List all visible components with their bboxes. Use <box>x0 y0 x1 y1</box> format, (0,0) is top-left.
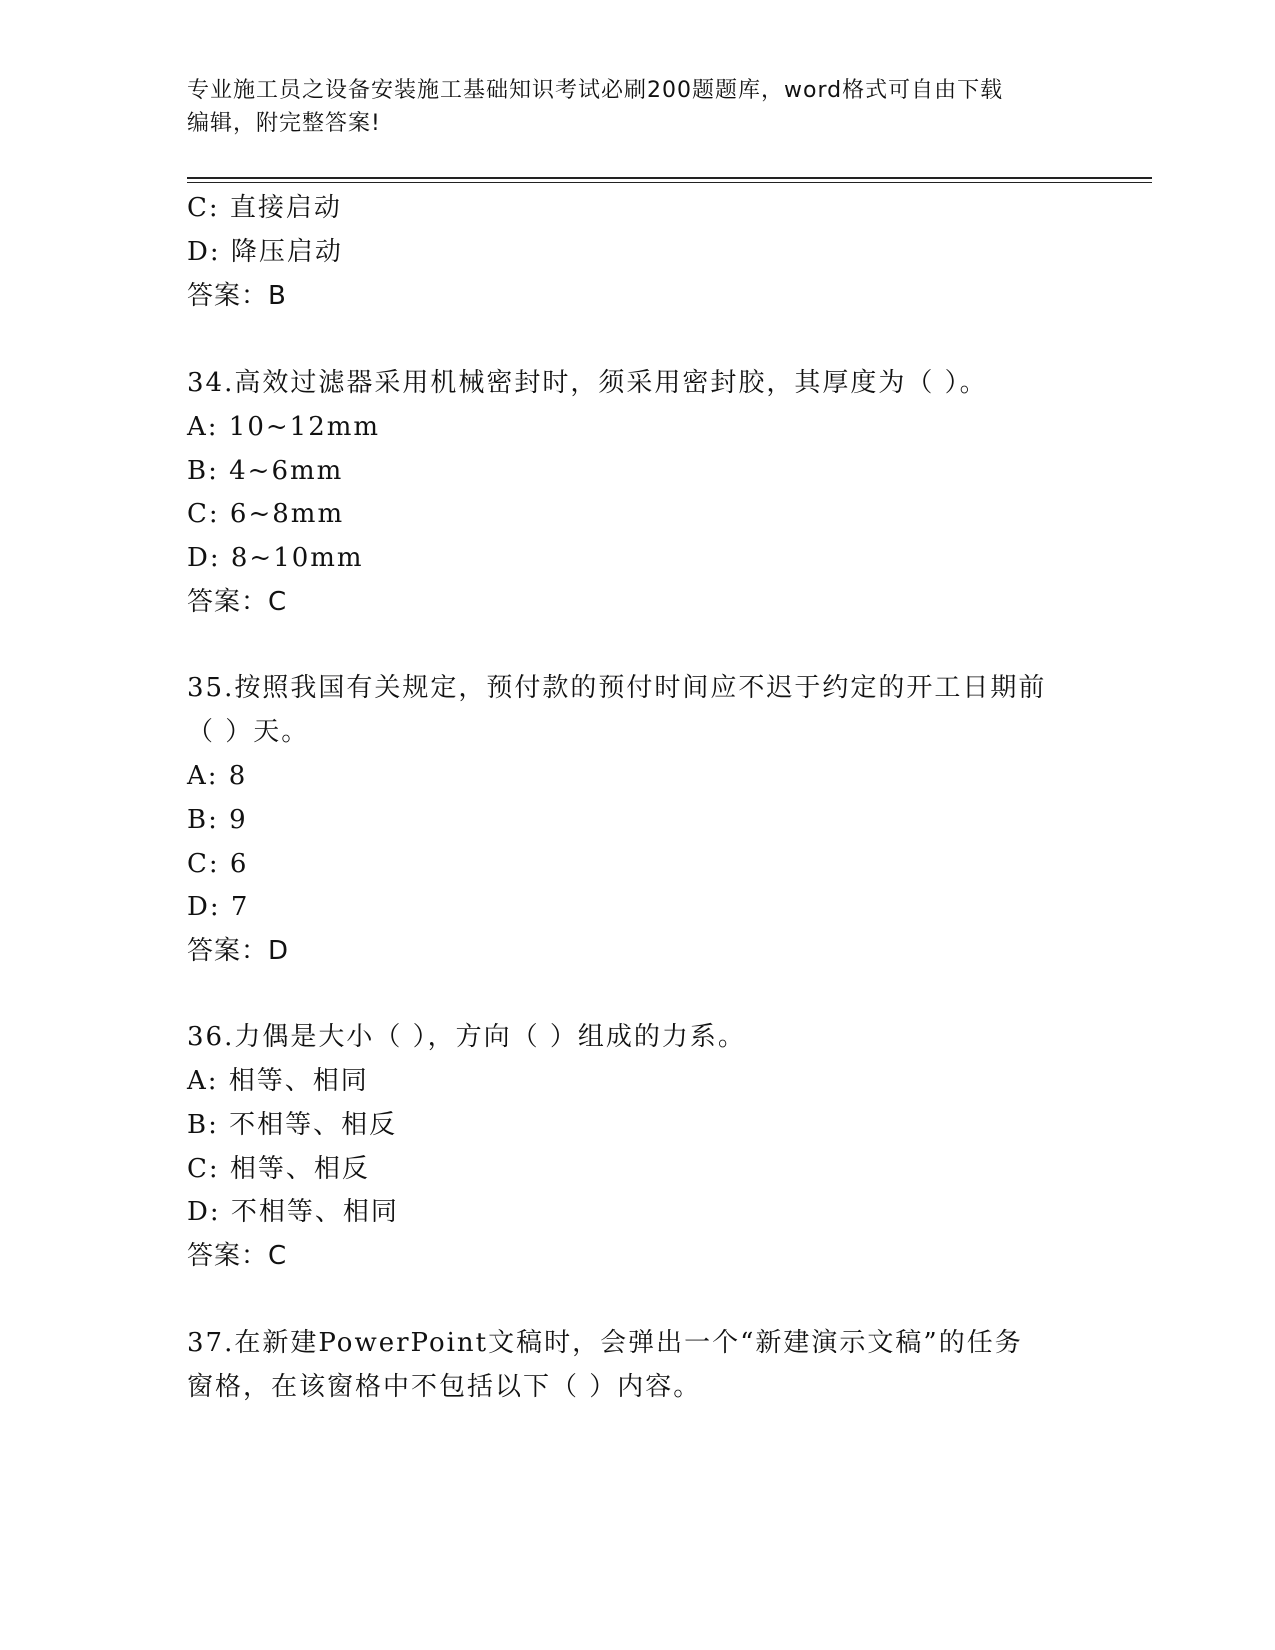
header-divider-thin <box>187 182 1152 183</box>
option-b: B: 4~6mm <box>187 456 344 486</box>
option-c: C: 直接启动 <box>187 193 342 223</box>
header-line-1: 专业施工员之设备安装施工基础知识考试必刷200题题库，word格式可自由下载 <box>187 78 1004 103</box>
question-35-stem-line-2: （ ）天。 <box>187 717 310 747</box>
option-d: D: 7 <box>187 892 250 922</box>
question-34-stem: 34.高效过滤器采用机械密封时，须采用密封胶，其厚度为（ ）。 <box>187 368 988 398</box>
answer: 答案：C <box>187 1241 288 1271</box>
question-37-stem-line-1: 37.在新建PowerPoint文稿时，会弹出一个“新建演示文稿”的任务 <box>187 1328 1023 1358</box>
document-header <box>187 74 1087 140</box>
header-line-2: 编辑，附完整答案! <box>187 111 381 136</box>
option-d: D: 8~10mm <box>187 543 364 573</box>
option-a: A: 相等、相同 <box>187 1066 369 1096</box>
option-c: C: 6~8mm <box>187 499 345 529</box>
option-c: C: 6 <box>187 849 249 879</box>
option-d: D: 降压启动 <box>187 237 343 267</box>
header-divider-thick <box>187 177 1152 179</box>
question-36-stem: 36.力偶是大小（ ），方向（ ）组成的力系。 <box>187 1022 746 1052</box>
option-a: A: 8 <box>187 761 248 791</box>
question-35-stem-line-1: 35.按照我国有关规定，预付款的预付时间应不迟于约定的开工日期前 <box>187 673 1047 703</box>
option-a: A: 10~12mm <box>187 412 381 442</box>
answer: 答案：C <box>187 587 288 617</box>
option-d: D: 不相等、相同 <box>187 1197 399 1227</box>
option-b: B: 不相等、相反 <box>187 1110 398 1140</box>
answer: 答案：B <box>187 281 287 311</box>
question-37-stem-line-2: 窗格，在该窗格中不包括以下（ ）内容。 <box>187 1372 702 1402</box>
answer: 答案：D <box>187 936 290 966</box>
option-c: C: 相等、相反 <box>187 1154 370 1184</box>
option-b: B: 9 <box>187 805 248 835</box>
